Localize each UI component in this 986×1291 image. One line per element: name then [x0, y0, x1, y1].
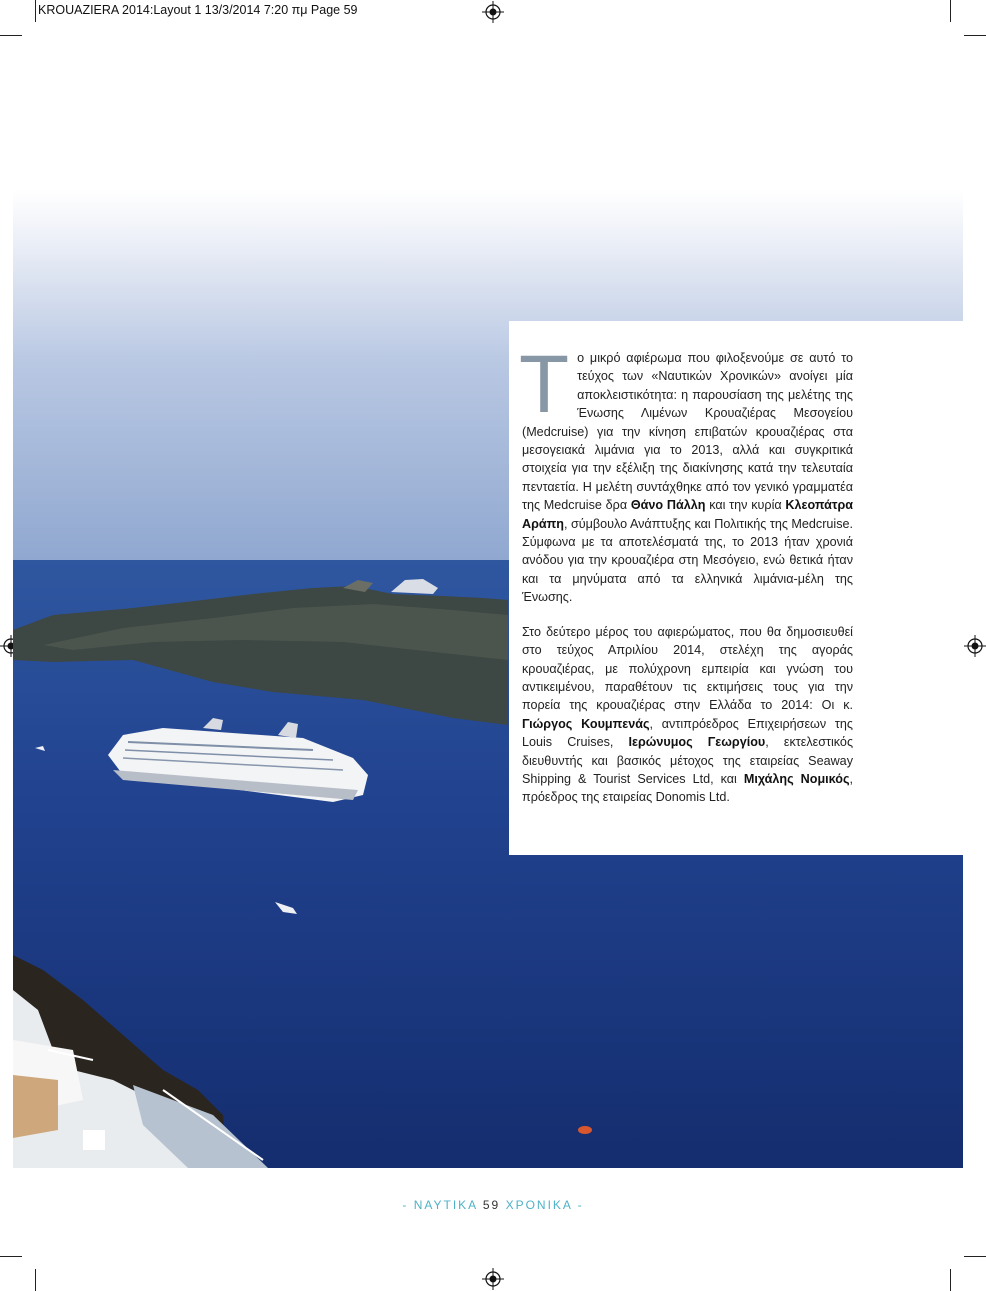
crop-mark — [35, 1269, 36, 1291]
article-text-box — [509, 321, 963, 855]
registration-mark-icon — [482, 1268, 504, 1290]
article-paragraph — [522, 623, 853, 807]
footer-magazine-right: ΧΡΟΝΙΚΑ - — [505, 1198, 584, 1212]
person-name: Γιώργος Κουμπενάς — [522, 716, 650, 731]
crop-mark — [950, 1269, 951, 1291]
footer-magazine-left: - ΝΑΥΤΙΚΑ — [402, 1198, 478, 1212]
article-body — [519, 339, 854, 807]
text-run: , σύμβουλο Ανάπτυξης και Πολιτικής της Medcruise. Σύμφωνα με τα αποτελέσματά της, το 2013 ήταν χρονιά ανόδου για την κρουαζιέρα στη Μεσόγειο, ενώ θετικά ήταν και τα μηνύματα από τα ελληνικά λιμάνια-μέλη της Ένωσης. — [522, 516, 853, 605]
text-run: ο μικρό αφιέρωμα που φιλοξενούμε σε αυτό το τεύχος των «Ναυτικών Χρονικών» ανοίγει μία αποκλειστικότητα: η παρουσίαση της μελέτης της Ένωσης Λιμένων Κρουαζιέρας Μεσογείου (Medcruise) για την κίνηση επιβατών κρουαζιέρας στα μεσογειακά λιμάνια για το 2013, αλλά και συγκριτικά στοιχεία για την εξέλιξη της διακίνησης κατά την τελευταία πενταετία. Η μελέτη συντάχθηκε από τον γενικό γραμματέα της Medcruise δρα — [522, 351, 853, 513]
registration-mark-icon — [482, 1, 504, 23]
crop-mark — [950, 0, 951, 22]
person-name: Θάνο Πάλλη — [630, 498, 706, 513]
paragraph-2-text — [522, 625, 853, 805]
crop-mark — [35, 0, 36, 22]
drop-cap: Τ — [519, 339, 570, 430]
text-run: , αντιπρόεδρος Επιχειρήσεων της Louis Cruises, — [522, 716, 853, 750]
crop-mark — [0, 35, 22, 36]
page-footer — [0, 1198, 986, 1212]
crop-mark — [964, 35, 986, 36]
person-name: Ιερώνυμος Γεωργίου — [628, 735, 766, 750]
paragraph-1-text — [522, 351, 853, 604]
person-name: Μιχάλης Νομικός — [743, 771, 850, 786]
text-run: , πρόεδρος της εταιρείας Donomis Ltd. — [522, 771, 853, 805]
page-number: 59 — [482, 1198, 501, 1212]
registration-mark-icon — [964, 635, 986, 657]
article-paragraph — [519, 339, 854, 607]
text-run: και την κυρία — [705, 498, 786, 513]
text-run: , εκτελεστικός διευθυντής και βασικός μέτοχος της εταιρείας Seaway Shipping & Tourist Services Ltd, και — [522, 735, 854, 786]
text-run: Στο δεύτερο μέρος του αφιερώματος, που θα δημοσιευθεί στο τεύχος Απριλίου 2014, στελέχη της αγοράς κρουαζιέρας, με πολύχρονη εμπειρία και γνώση του αντικειμένου, παραθέτουν τις εκτιμήσεις τους για την πορεία της κρουαζιέρας στην Ελλάδα το 2014: Οι κ. — [522, 624, 853, 713]
person-name: Κλεοπάτρα Αράπη — [522, 498, 854, 531]
print-slug: KROUAZIERA 2014:Layout 1 13/3/2014 7:20 πμ Page 59 — [38, 3, 358, 17]
crop-mark — [0, 1256, 22, 1257]
crop-mark — [964, 1256, 986, 1257]
